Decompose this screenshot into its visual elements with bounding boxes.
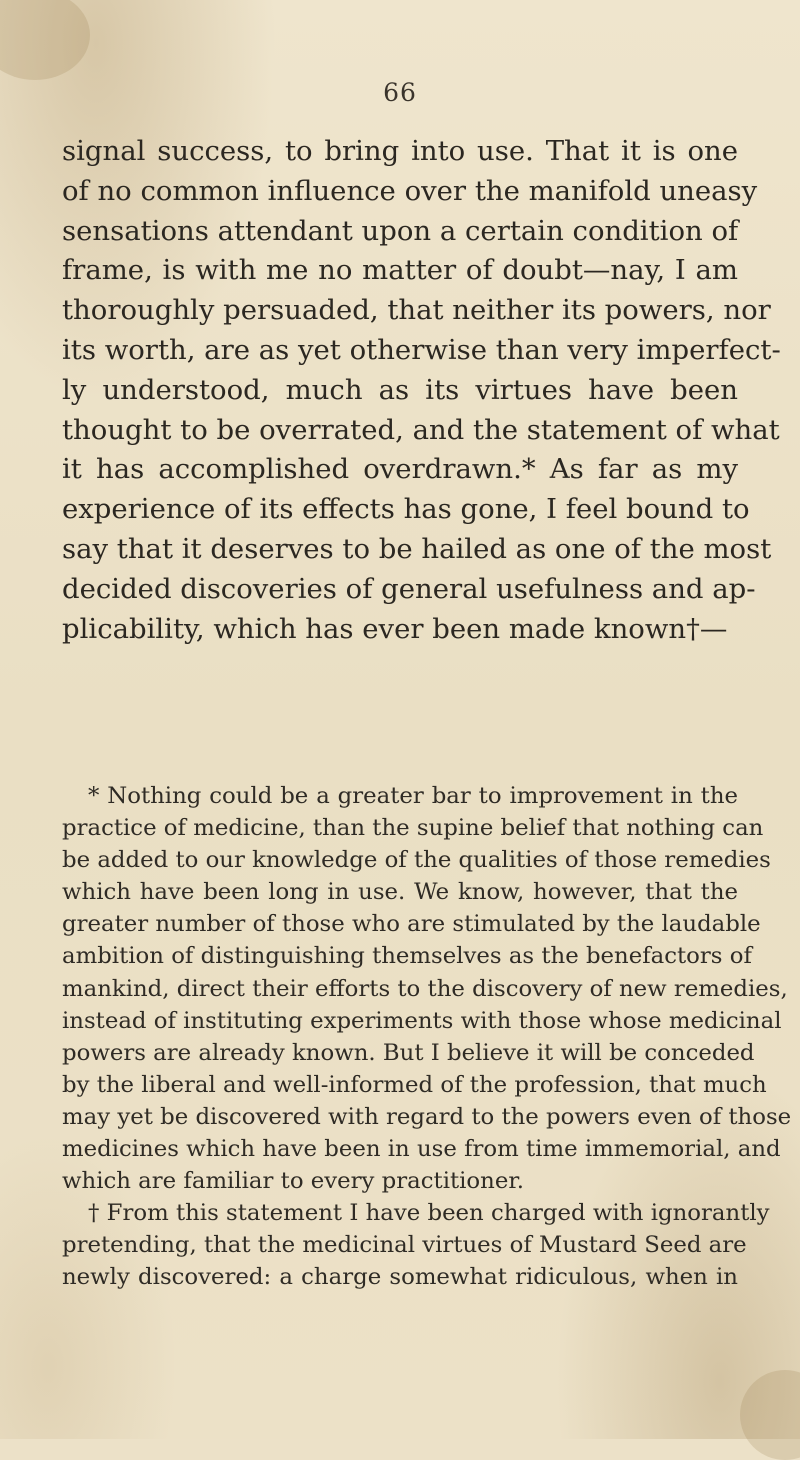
footnote-line: ambition of distinguishing themselves as the benefactors of: [62, 943, 752, 970]
footnote-line: instead of instituting experiments with those whose medicinal: [62, 1007, 782, 1034]
footnote-line: † From this statement I have been charged with ignorantly: [88, 1200, 770, 1227]
main-text-line: decided discoveries of general usefulness and ap-: [62, 572, 756, 605]
footnote-line: powers are already known. But I believe it will be conceded: [62, 1039, 755, 1066]
footnote-line: which have been long in use. We know, however, that the: [62, 879, 738, 906]
footnote-line: by the liberal and well-informed of the profession, that much: [62, 1071, 767, 1098]
main-text-line: frame, is with me no matter of doubt—nay, I am: [62, 254, 738, 287]
footnote-line: * Nothing could be a greater bar to improvement in the: [88, 783, 738, 809]
main-text-line: thoroughly persuaded, that neither its powers, nor: [62, 294, 771, 327]
footnote-line: mankind, direct their efforts to the discovery of new remedies,: [62, 975, 788, 1002]
footnote-line: practice of medicine, than the supine belief that nothing can: [62, 815, 764, 842]
main-text-line: sensations attendant upon a certain condition of: [62, 214, 739, 247]
foxing-stain: [740, 1370, 800, 1460]
main-text-line: its worth, are as yet otherwise than very imperfect-: [62, 333, 781, 366]
main-text-line: it has accomplished overdrawn.* As far as my: [62, 453, 738, 486]
main-text: [62, 132, 781, 649]
footnote-line: be added to our knowledge of the qualities of those remedies: [62, 847, 771, 874]
main-text-line: say that it deserves to be hailed as one of the most: [62, 532, 772, 565]
main-text-line: plicability, which has ever been made known†—: [62, 612, 728, 645]
foxing-stain: [0, 0, 90, 80]
main-text-line: thought to be overrated, and the statement of what: [62, 413, 780, 446]
footnote-line: medicines which have been in use from time immemorial, and: [62, 1136, 781, 1163]
main-text-line: experience of its effects has gone, I feel bound to: [62, 493, 750, 526]
main-text-line: ly understood, much as its virtues have been: [62, 373, 738, 406]
footnotes: [62, 780, 792, 1294]
main-text-line: of no common influence over the manifold uneasy: [62, 174, 758, 207]
page-number: 66: [383, 78, 417, 107]
footnote-line: newly discovered: a charge somewhat ridiculous, when in: [62, 1264, 738, 1291]
main-text-line: signal success, to bring into use. That it is one: [62, 135, 738, 167]
footnote-line: greater number of those who are stimulated by the laudable: [62, 911, 761, 938]
footnote-line: which are familiar to every practitioner.: [62, 1168, 524, 1195]
footnote-line: may yet be discovered with regard to the powers even of those: [62, 1103, 792, 1130]
footnote-line: pretending, that the medicinal virtues of Mustard Seed are: [62, 1232, 747, 1259]
